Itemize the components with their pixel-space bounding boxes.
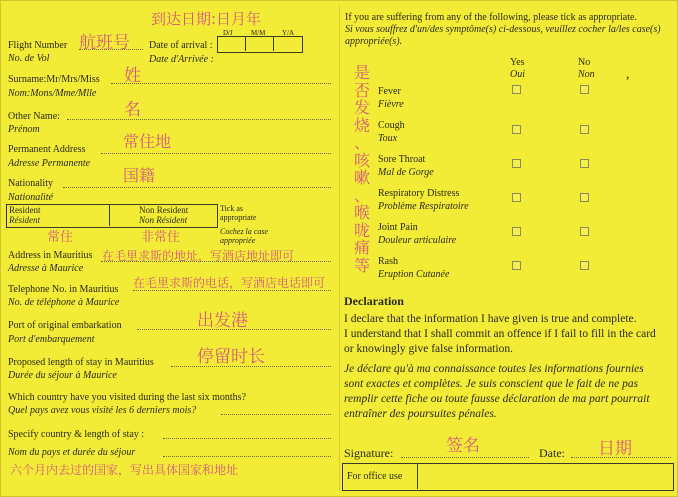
stay-length-field[interactable] [171,366,331,367]
visited-question: Which country have you visited during the last six months? [8,392,247,403]
symptom-cough: Cough [378,120,405,131]
fold-line [339,5,340,491]
sore-throat-no-checkbox[interactable] [580,159,589,168]
symptom-sore-throat: Sore Throat [378,154,426,165]
annotation-symptom-char: 咳 [353,150,370,170]
annotation-symptom-char: 嗽 [353,168,370,187]
symptom-rash-fr: Eruption Cutanée [378,269,450,280]
annotation-signature: 签名 [446,436,480,456]
annotation-symptom-char: 等 [353,255,370,275]
other-name-field[interactable] [67,119,331,120]
tick-note-fr-2: appropriée [220,236,256,245]
yes-header: Yes [510,57,525,68]
stay-length-label-fr: Durée du séjour à Maurice [8,370,117,381]
address-mauritius-label-fr: Adresse à Maurice [8,263,84,274]
sore-throat-yes-checkbox[interactable] [512,159,521,168]
date-label: Date: [539,446,565,460]
annotation-symptom-char: 烧 [353,115,370,135]
rash-yes-checkbox[interactable] [512,261,521,270]
non-resident-option[interactable]: Non Resident [139,205,189,215]
annotation-symptom-char: 否 [353,80,370,100]
annotation-date: 日期 [598,439,632,459]
annotation-nationality: 国籍 [123,166,156,185]
nationality-label: Nationality [8,178,53,189]
symptom-rash: Rash [378,256,398,267]
declaration-fr-line-4: entraîner des poursuites pénales. [344,408,497,420]
visited-question-fr: Quel pays avez vous visité les 6 derniers mois? [8,405,197,416]
rash-no-checkbox[interactable] [580,261,589,270]
other-name-label-fr: Prénom [8,124,40,135]
annotation-symptom-char: 、 [353,185,370,205]
phone-mauritius-label: Telephone No. in Mauritius [8,284,119,295]
surname-label: Surname:Mr/Mrs/Miss [8,74,100,85]
declaration-fr-line-2: sont exactes et complètes. Je suis conscient que le fait de ne pas [344,378,639,390]
surname-field[interactable] [111,83,331,84]
fever-no-checkbox[interactable] [580,85,589,94]
symptoms-intro-fr-2: appropriée(s). [345,36,403,47]
symptom-respiratory: Respiratory Distress [378,188,460,199]
arrival-date-box[interactable] [217,36,303,53]
fever-yes-checkbox[interactable] [512,85,521,94]
surname-label-fr: Nom:Mons/Mme/Mlle [8,88,97,99]
date-col-year: Y/A [282,29,295,37]
flight-number-label-fr: No. de Vol [8,53,50,64]
flight-number-field[interactable] [79,49,143,50]
date-col-day: D/J [223,29,233,37]
symptom-joint-pain-fr: Douleur articulaire [378,235,457,246]
date-box-separator [273,36,274,51]
port-embarkation-field[interactable] [137,329,331,330]
date-box-separator [245,36,246,51]
stay-length-label: Proposed length of stay in Mauritius [8,357,154,368]
annotation-phone-mauritius: 在毛里求斯的电话，写酒店电话即可 [133,276,326,290]
annotation-port: 出发港 [197,311,248,331]
annotation-symptom-char: 是 [353,63,370,82]
tick-note-fr: Cochez la case [220,227,268,236]
symptom-joint-pain: Joint Pain [378,222,418,233]
declaration-fr-line-3: remplir cette fiche ou toute fausse déclaration de ma part pourrait [344,393,650,405]
symptom-fever-fr: Fièvre [378,99,404,110]
annotation-arrival-date: 到达日期:日月年 [151,10,262,28]
non-resident-option-fr: Non Résident [139,215,188,225]
office-use-label: For office use [347,471,403,482]
declaration-line-1: I declare that the information I have given is true and complete. [344,313,637,325]
phone-mauritius-field[interactable] [133,290,331,291]
address-mauritius-field[interactable] [101,261,331,262]
tick-note-2: appropriate [220,213,257,222]
permanent-address-label: Permanent Address [8,144,86,155]
symptom-respiratory-fr: Problème Respiratoire [378,201,469,212]
specify-label-fr: Nom du pays et durée du séjour [8,447,136,458]
no-header: No [578,57,591,68]
declaration-title: Declaration [344,294,404,308]
nationality-field[interactable] [63,187,331,188]
phone-mauritius-label-fr: No. de téléphone à Maurice [8,297,120,308]
annotation-visited: 六个月内去过的国家，写出具体国家和地址 [10,463,239,477]
specify-field[interactable] [163,438,331,439]
stray-mark: , [626,67,630,82]
annotation-given-name: 名 [124,100,141,120]
joint-pain-no-checkbox[interactable] [580,227,589,236]
respiratory-no-checkbox[interactable] [580,193,589,202]
nationality-label-fr: Nationalité [8,192,53,203]
annotation-symptom-char: 痛 [353,238,370,257]
joint-pain-yes-checkbox[interactable] [512,227,521,236]
flight-number-label: Flight Number [8,40,68,51]
symptoms-intro: If you are suffering from any of the following, please tick as appropriate. [345,12,637,23]
symptom-cough-fr: Toux [378,133,398,144]
permanent-address-label-fr: Adresse Permanente [8,158,91,169]
no-header-fr: Non [578,69,595,80]
signature-label: Signature: [344,446,394,460]
resident-option[interactable]: Resident [9,205,41,215]
symptoms-intro-fr: Si vous souffrez d'un/des symptôme(s) ci-dessous, veuillez cocher la/les case(s) [345,24,661,35]
annotation-symptom-char: 发 [353,98,370,117]
annotation-stay: 停留时长 [197,347,265,367]
date-col-month: M/M [251,29,266,37]
respiratory-yes-checkbox[interactable] [512,193,521,202]
port-embarkation-label-fr: Port d'embarquement [8,334,95,345]
cough-yes-checkbox[interactable] [512,125,521,134]
resident-table-divider [109,204,110,226]
specify-field-2[interactable] [163,456,331,457]
declaration-line-2: I understand that I shall commit an offence if I fail to fill in the card [344,328,656,340]
declaration-line-3: or knowingly give false information. [344,343,513,355]
annotation-surname: 姓 [124,66,141,86]
office-use-divider [417,463,418,489]
annotation-permanent-address: 常住地 [123,132,172,151]
annotation-symptom-char: 喉 [353,203,370,222]
cough-no-checkbox[interactable] [580,125,589,134]
annotation-resident: 常住 [47,230,74,245]
annotation-symptoms-column [352,64,372,274]
other-name-label: Other Name: [8,111,60,122]
symptom-sore-throat-fr: Mal de Gorge [378,167,434,178]
annotation-symptom-char: 咙 [353,220,370,240]
specify-label: Specify country & length of stay : [8,429,145,440]
address-mauritius-label: Address in Mauritius [8,250,93,261]
port-embarkation-label: Port of original embarkation [8,320,122,331]
declaration-fr-line-1: Je déclare qu'à ma connaissance toutes les informations fournies [344,363,644,375]
arrival-date-label: Date of arrival : [149,40,213,51]
yes-header-fr: Oui [510,69,525,80]
signature-field[interactable] [401,457,529,458]
annotation-flight-number: 航班号 [79,33,130,53]
annotation-address-mauritius: 在毛里求斯的地址，写酒店地址即可 [102,249,295,263]
annotation-non-resident: 非常住 [141,230,181,245]
visited-field[interactable] [221,414,331,415]
tick-note: Tick as [220,204,244,213]
annotation-symptom-char: 、 [353,133,370,152]
resident-option-fr: Résident [9,215,40,225]
arrival-date-label-fr: Date d'Arrivée : [149,54,214,65]
symptom-fever: Fever [378,86,401,97]
permanent-address-field[interactable] [101,153,331,154]
